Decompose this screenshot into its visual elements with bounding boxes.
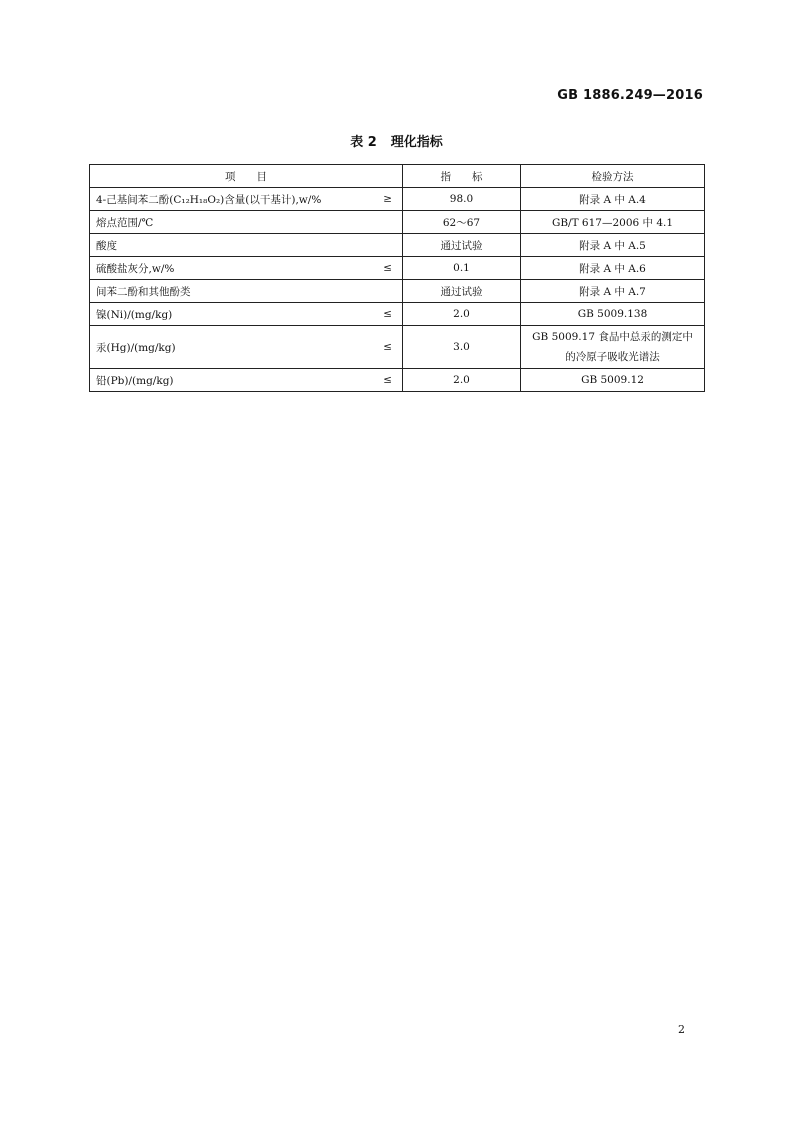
item-cell [90, 280, 403, 303]
item-cell [90, 369, 403, 392]
table-row [90, 280, 705, 303]
header-item: 项 目 [90, 165, 403, 188]
physicochemical-spec-table [89, 164, 705, 392]
method-cell: 附录 A 中 A.6 [521, 257, 705, 280]
table-number: 表 2 [350, 135, 377, 150]
table-row [90, 303, 705, 326]
item-label: 铅(Pb)/(mg/kg) [96, 374, 174, 387]
table-header-row [90, 165, 705, 188]
method-cell: GB/T 617—2006 中 4.1 [521, 211, 705, 234]
item-label: 汞(Hg)/(mg/kg) [96, 341, 176, 354]
method-cell: GB 5009.12 [521, 369, 705, 392]
table-row [90, 188, 705, 211]
item-cell [90, 188, 403, 211]
item-label: 硫酸盐灰分,w/% [96, 262, 175, 275]
item-cell [90, 257, 403, 280]
method-cell: 附录 A 中 A.7 [521, 280, 705, 303]
table-row [90, 211, 705, 234]
indicator-cell: 3.0 [403, 326, 521, 369]
table-title: 理化指标 [390, 135, 443, 150]
comparison-symbol: ≤ [383, 374, 392, 386]
indicator-cell: 62～67 [403, 211, 521, 234]
comparison-symbol: ≤ [383, 262, 392, 274]
item-label: 间苯二酚和其他酚类 [96, 285, 191, 298]
indicator-cell: 2.0 [403, 369, 521, 392]
header-method: 检验方法 [521, 165, 705, 188]
item-cell [90, 234, 403, 257]
standard-number: GB 1886.249—2016 [557, 88, 703, 103]
item-label: 4-己基间苯二酚(C₁₂H₁₈O₂)含量(以干基计),w/% [96, 193, 322, 206]
indicator-cell: 通过试验 [403, 234, 521, 257]
page-number: 2 [678, 1023, 685, 1036]
table-row [90, 326, 705, 369]
method-cell: 附录 A 中 A.4 [521, 188, 705, 211]
comparison-symbol: ≥ [383, 193, 392, 205]
indicator-cell: 2.0 [403, 303, 521, 326]
table-row [90, 234, 705, 257]
indicator-cell: 98.0 [403, 188, 521, 211]
item-label: 酸度 [96, 239, 117, 252]
item-label: 镍(Ni)/(mg/kg) [96, 308, 173, 321]
method-cell: 附录 A 中 A.5 [521, 234, 705, 257]
item-label: 熔点范围/℃ [96, 216, 154, 229]
indicator-cell: 通过试验 [403, 280, 521, 303]
indicator-cell: 0.1 [403, 257, 521, 280]
method-cell: GB 5009.17 食品中总汞的测定中的冷原子吸收光谱法 [521, 326, 705, 369]
table-row [90, 369, 705, 392]
table-row [90, 257, 705, 280]
item-cell [90, 326, 403, 369]
header-indicator: 指 标 [403, 165, 521, 188]
comparison-symbol: ≤ [383, 308, 392, 320]
comparison-symbol: ≤ [383, 341, 392, 353]
method-cell: GB 5009.138 [521, 303, 705, 326]
item-cell [90, 211, 403, 234]
table-caption [0, 131, 793, 150]
item-cell [90, 303, 403, 326]
